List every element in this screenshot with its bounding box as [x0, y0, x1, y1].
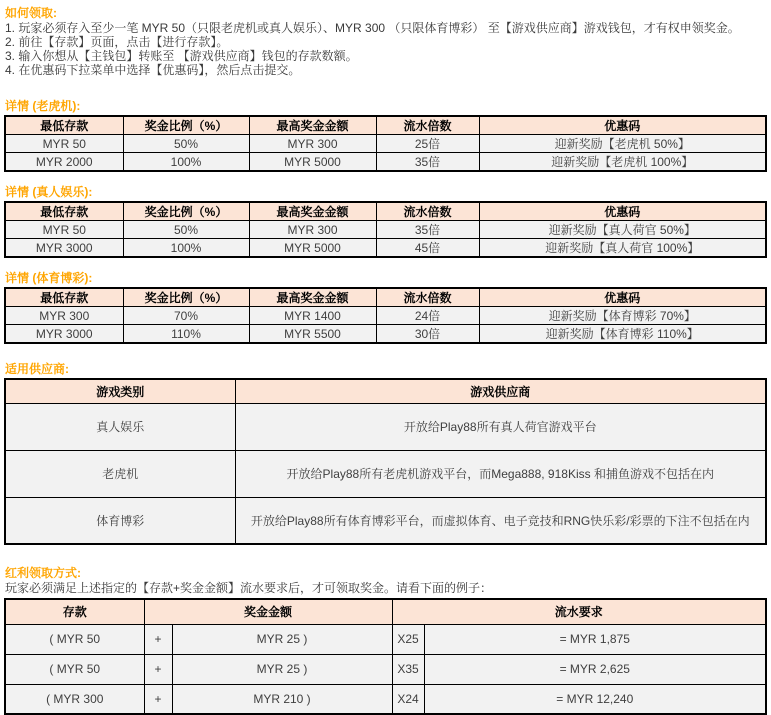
details-live-casino-section	[4, 185, 767, 258]
cell-min-deposit: MYR 300	[5, 307, 123, 325]
cell-game-provider: 开放给Play88所有体育博彩平台，而虚拟体育、电子竞技和RNG快乐彩/彩票的下注不包括在内	[235, 497, 766, 544]
cell-max-bonus: MYR 5000	[249, 239, 376, 258]
table-row	[5, 307, 766, 325]
cell-turnover: 35倍	[376, 153, 479, 172]
bonus-claim-note: 玩家必须满足上述指定的【存款+奖金金额】流水要求后，才可领取奖金。请看下面的例子：	[5, 581, 493, 595]
cell-promo-code: 迎新奖励【体育博彩 70%】	[479, 307, 766, 325]
cell-bonus-amount: MYR 25 )	[172, 654, 392, 684]
cell-turnover: 24倍	[376, 307, 479, 325]
cell-min-deposit: MYR 3000	[5, 239, 123, 258]
col-header-min-deposit: 最低存款	[5, 116, 123, 135]
details-live-casino-table	[4, 201, 767, 258]
table-header-row	[5, 288, 766, 307]
cell-turnover: 35倍	[376, 221, 479, 239]
details-sports-title: 详情 (体育博彩):	[5, 271, 93, 285]
col-header-turnover: 流水倍数	[376, 202, 479, 221]
table-row	[5, 153, 766, 172]
providers-section	[4, 362, 767, 545]
col-header-min-deposit: 最低存款	[5, 288, 123, 307]
cell-max-bonus: MYR 300	[249, 135, 376, 153]
cell-min-deposit: MYR 3000	[5, 325, 123, 344]
cell-promo-code: 迎新奖励【老虎机 100%】	[479, 153, 766, 172]
col-header-turnover-requirement: 流水要求	[392, 599, 766, 624]
cell-game-provider: 开放给Play88所有真人荷官游戏平台	[235, 403, 766, 450]
claim-step-3: 3. 输入你想从【主钱包】转账至 【游戏供应商】钱包的存款数额。	[5, 49, 358, 63]
col-header-game-category: 游戏类别	[5, 379, 235, 403]
col-header-max-bonus: 最高奖金金额	[249, 116, 376, 135]
col-header-promo-code: 优惠码	[479, 116, 766, 135]
providers-table	[4, 378, 767, 545]
col-header-max-bonus: 最高奖金金额	[249, 202, 376, 221]
cell-promo-code: 迎新奖励【真人荷官 50%】	[479, 221, 766, 239]
col-header-deposit: 存款	[5, 599, 144, 624]
details-sports-section	[4, 271, 767, 344]
details-slots-title: 详情 (老虎机):	[5, 99, 81, 113]
cell-plus-sign: +	[144, 624, 172, 654]
how-to-claim-title: 如何领取:	[5, 6, 57, 20]
cell-deposit: ( MYR 50	[5, 624, 144, 654]
cell-plus-sign: +	[144, 684, 172, 714]
cell-turnover-total: = MYR 12,240	[424, 684, 766, 714]
cell-turnover: 45倍	[376, 239, 479, 258]
table-row	[5, 239, 766, 258]
cell-turnover: 25倍	[376, 135, 479, 153]
cell-bonus-ratio: 70%	[123, 307, 249, 325]
cell-multiplier: X35	[392, 654, 424, 684]
providers-title: 适用供应商:	[5, 362, 69, 376]
cell-game-provider: 开放给Play88所有老虎机游戏平台，而Mega888, 918Kiss 和捕鱼游戏不包括在内	[235, 450, 766, 497]
claim-step-2: 2. 前往【存款】页面，点击【进行存款】。	[5, 35, 229, 49]
col-header-min-deposit: 最低存款	[5, 202, 123, 221]
cell-multiplier: X25	[392, 624, 424, 654]
bonus-claim-title: 红利领取方式:	[5, 566, 81, 580]
cell-min-deposit: MYR 50	[5, 221, 123, 239]
cell-deposit: ( MYR 50	[5, 654, 144, 684]
col-header-bonus-ratio: 奖金比例（%）	[123, 202, 249, 221]
details-sports-table	[4, 287, 767, 344]
cell-game-category: 真人娱乐	[5, 403, 235, 450]
claim-step-4: 4. 在优惠码下拉菜单中选择【优惠码】，然后点击提交。	[5, 63, 301, 77]
table-row	[5, 684, 766, 714]
cell-turnover: 30倍	[376, 325, 479, 344]
bonus-claim-section	[4, 566, 767, 715]
col-header-bonus-ratio: 奖金比例（%）	[123, 116, 249, 135]
col-header-game-provider: 游戏供应商	[235, 379, 766, 403]
cell-bonus-ratio: 100%	[123, 153, 249, 172]
cell-game-category: 老虎机	[5, 450, 235, 497]
table-row	[5, 654, 766, 684]
how-to-claim-steps	[4, 21, 767, 77]
how-to-claim-section	[4, 6, 767, 77]
cell-deposit: ( MYR 300	[5, 684, 144, 714]
cell-promo-code: 迎新奖励【体育博彩 110%】	[479, 325, 766, 344]
table-row	[5, 624, 766, 654]
table-row	[5, 135, 766, 153]
cell-min-deposit: MYR 2000	[5, 153, 123, 172]
cell-min-deposit: MYR 50	[5, 135, 123, 153]
col-header-promo-code: 优惠码	[479, 202, 766, 221]
cell-bonus-amount: MYR 25 )	[172, 624, 392, 654]
details-slots-table	[4, 115, 767, 172]
cell-promo-code: 迎新奖励【真人荷官 100%】	[479, 239, 766, 258]
col-header-bonus-ratio: 奖金比例（%）	[123, 288, 249, 307]
cell-turnover-total: = MYR 2,625	[424, 654, 766, 684]
table-row	[5, 325, 766, 344]
col-header-max-bonus: 最高奖金金额	[249, 288, 376, 307]
table-row	[5, 221, 766, 239]
table-row	[5, 497, 766, 544]
cell-plus-sign: +	[144, 654, 172, 684]
col-header-promo-code: 优惠码	[479, 288, 766, 307]
table-row	[5, 450, 766, 497]
bonus-example-table	[4, 598, 767, 715]
cell-max-bonus: MYR 5000	[249, 153, 376, 172]
cell-bonus-ratio: 50%	[123, 221, 249, 239]
table-header-row	[5, 379, 766, 403]
details-live-casino-title: 详情 (真人娱乐):	[5, 185, 93, 199]
col-header-turnover: 流水倍数	[376, 288, 479, 307]
cell-bonus-amount: MYR 210 )	[172, 684, 392, 714]
cell-promo-code: 迎新奖励【老虎机 50%】	[479, 135, 766, 153]
cell-bonus-ratio: 100%	[123, 239, 249, 258]
cell-max-bonus: MYR 5500	[249, 325, 376, 344]
cell-game-category: 体育博彩	[5, 497, 235, 544]
table-header-row	[5, 599, 766, 624]
cell-max-bonus: MYR 300	[249, 221, 376, 239]
details-slots-section	[4, 99, 767, 172]
cell-multiplier: X24	[392, 684, 424, 714]
cell-bonus-ratio: 50%	[123, 135, 249, 153]
table-header-row	[5, 202, 766, 221]
col-header-turnover: 流水倍数	[376, 116, 479, 135]
table-header-row	[5, 116, 766, 135]
cell-bonus-ratio: 110%	[123, 325, 249, 344]
cell-max-bonus: MYR 1400	[249, 307, 376, 325]
claim-step-1: 1. 玩家必须存入至少一笔 MYR 50（只限老虎机或真人娱乐）、MYR 300 （只限体育博彩） 至【游戏供应商】游戏钱包，才有权申领奖金。	[5, 21, 740, 35]
cell-turnover-total: = MYR 1,875	[424, 624, 766, 654]
table-row	[5, 403, 766, 450]
col-header-bonus-amount: 奖金金额	[144, 599, 392, 624]
